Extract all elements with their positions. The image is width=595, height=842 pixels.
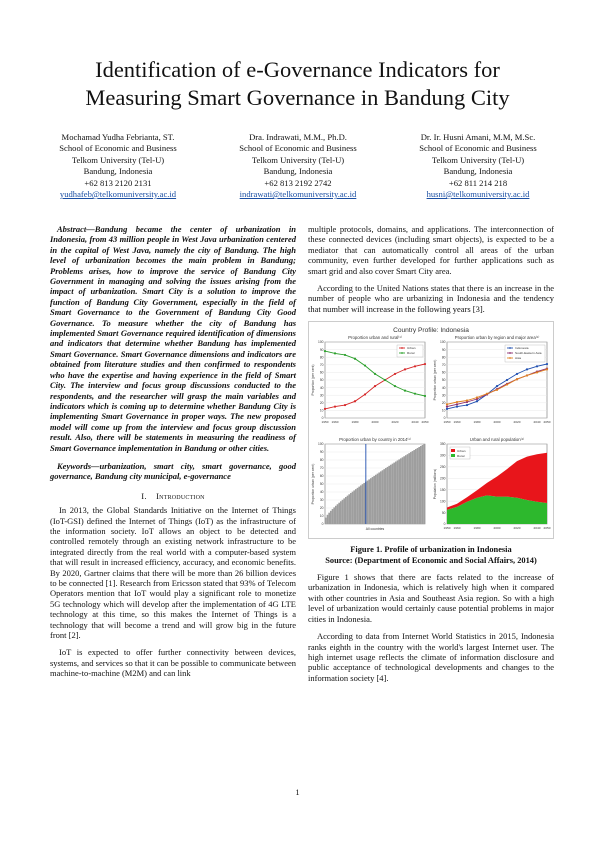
x-tick-label: 2000 bbox=[371, 420, 379, 425]
x-tick-label: 2020 bbox=[391, 420, 399, 425]
x-tick-label: 2050 bbox=[421, 420, 429, 425]
y-tick-label: 200 bbox=[439, 476, 446, 481]
data-point bbox=[414, 393, 416, 395]
x-tick-label: 2020 bbox=[513, 526, 521, 531]
legend-entry: Asia bbox=[515, 356, 522, 361]
y-tick-label: 80 bbox=[319, 458, 324, 463]
country-bar bbox=[342, 500, 344, 524]
country-bar bbox=[345, 497, 347, 524]
y-tick-label: 90 bbox=[441, 348, 446, 353]
country-bar bbox=[368, 480, 370, 525]
country-bar bbox=[385, 468, 387, 524]
y-tick-label: 60 bbox=[441, 370, 446, 375]
data-point bbox=[334, 353, 336, 355]
y-tick-label: 10 bbox=[441, 408, 446, 413]
data-point bbox=[536, 365, 538, 367]
author-univ: Telkom University (Tel-U) bbox=[251, 154, 345, 165]
country-bar bbox=[395, 462, 397, 524]
data-point bbox=[476, 400, 478, 402]
data-point bbox=[446, 403, 448, 405]
country-bar bbox=[373, 476, 375, 524]
y-tick-label: 20 bbox=[319, 506, 324, 511]
chart-title: Urban and rural population⁽¹⁾ bbox=[469, 437, 525, 443]
title-line-2: Measuring Smart Governance in Bandung City bbox=[85, 85, 510, 110]
country-bar bbox=[400, 459, 402, 525]
legend-entry: Rural bbox=[407, 351, 415, 356]
data-point bbox=[496, 389, 498, 391]
legend-entry: Urban bbox=[457, 449, 466, 454]
country-bar bbox=[353, 491, 355, 525]
left-column bbox=[50, 224, 296, 686]
y-axis-label: Proportion (per cent) bbox=[311, 364, 315, 396]
author-1 bbox=[28, 132, 208, 200]
country-bar bbox=[388, 466, 390, 524]
data-point bbox=[364, 394, 366, 396]
data-point bbox=[476, 397, 478, 399]
country-bar bbox=[382, 470, 384, 524]
x-tick-label: 1950 bbox=[321, 420, 329, 425]
title-line-1: Identification of e-Governance Indicators for bbox=[95, 57, 500, 82]
paragraph: multiple protocols, domains, and applications. The interconnection of these connected devices (including smart objects), is expected to be a mediator that can automatically control all areas of the urban community, even further developed for further applications such as smart grid and also cover Smart City area. bbox=[308, 224, 554, 276]
data-point bbox=[364, 365, 366, 367]
abstract: Abstract—Bandung became the center of urbanization in Indonesia, from 43 million people in West Java urbanization centered in the capital of West Java, namely the city of Bandung. The high level of urbanization becomes the main problem in Bandung; Problems arises, how to improve the service of Bandung City Government in managing and solving the issues arising from the impact of urbanization. Smart City is a solution to improve the function of Bandung City Government, especially in the field of Smart Governance to the Government of Bandung City Good Governance. To measure whether the city of Bandung has implemented Smart Governance required identification of dimensions and indicators that determine whether Bandung has implemented Smart Governance. Smart Governance dimensions and indicators are obtained from literature studies and then confirmed to respondents who have the expertise and having experience in the field of Smart City. The interview and focus group discussions conducted to the respondents, and the researcher will grasp the main variables and indicators which is coming up to determine whether Bandung City is implementing Smart Governance in proper ways. The new proposed model will come up from the interview and focus group discussion result. Also, there will be statements in measuring the readiness of Smart Governance implementation in Bandung or other cities. bbox=[50, 224, 296, 453]
y-tick-label: 40 bbox=[441, 386, 446, 391]
author-name: Dr. Ir. Husni Amani, M.M, M.Sc. bbox=[420, 132, 536, 142]
country-bar bbox=[415, 449, 417, 524]
section-title: Introduction bbox=[156, 490, 205, 501]
author-3 bbox=[388, 132, 568, 200]
data-point bbox=[374, 373, 376, 375]
y-axis-label: Population (millions) bbox=[433, 468, 437, 500]
data-point bbox=[404, 390, 406, 392]
y-tick-label: 10 bbox=[319, 514, 324, 519]
x-tick-label: 1960 bbox=[453, 420, 461, 425]
country-bar bbox=[407, 454, 409, 524]
author-univ: Telkom University (Tel-U) bbox=[431, 154, 525, 165]
country-bar bbox=[327, 515, 329, 524]
data-point bbox=[456, 401, 458, 403]
data-point bbox=[424, 363, 426, 365]
country-bar bbox=[398, 460, 400, 525]
data-point bbox=[446, 406, 448, 408]
data-point bbox=[526, 369, 528, 371]
y-tick-label: 0 bbox=[443, 522, 446, 527]
figure-chart-grid bbox=[309, 322, 553, 538]
data-point bbox=[344, 354, 346, 356]
y-tick-label: 10 bbox=[319, 408, 324, 413]
data-point bbox=[496, 385, 498, 387]
country-bar bbox=[352, 492, 354, 524]
country-bar bbox=[413, 450, 415, 524]
y-tick-label: 70 bbox=[319, 363, 324, 368]
y-tick-label: 50 bbox=[319, 482, 324, 487]
caption-line-1: Figure 1. Profile of urbanization in Indonesia bbox=[350, 545, 512, 555]
data-point bbox=[466, 400, 468, 402]
country-bar bbox=[338, 503, 340, 524]
y-tick-label: 60 bbox=[319, 370, 324, 375]
caption-line-2: Source: (Department of Economic and Social Affairs, 2014) bbox=[325, 555, 537, 565]
data-point bbox=[536, 372, 538, 374]
y-tick-label: 300 bbox=[439, 453, 446, 458]
data-point bbox=[404, 369, 406, 371]
country-bar bbox=[397, 461, 399, 525]
country-bar bbox=[380, 472, 382, 525]
country-bar bbox=[328, 513, 330, 524]
country-bar bbox=[358, 487, 360, 524]
y-tick-label: 50 bbox=[441, 378, 446, 383]
country-bar bbox=[387, 467, 389, 524]
country-bar bbox=[383, 469, 385, 524]
data-point bbox=[334, 406, 336, 408]
country-bar bbox=[392, 464, 394, 524]
y-tick-label: 100 bbox=[317, 340, 324, 345]
country-bar bbox=[412, 451, 414, 524]
paragraph: In 2013, the Global Standards Initiative on the Internet of Things (IoT-GSI) defined the Internet of Things (IoT) as the infrastructure of the information society. IoT allows an object to be detected and controlled remotely through an existing network infrastructure to be integrated directly from the real world with a computer-based system that will result in increased efficiency, accuracy, and economic benefits. By 2020, Gartner claims that there will be more than 26 billion devices to be connected [1]. Research from Ericsson stated that 93% of Telecom Operators mention that IoT would play a significant role to monetize 5G technology which will develop after the implementation of 4G LTE technology at this time, so this makes the Internet of Things is a technology that will become a trend and will grow big in the future front [2]. bbox=[50, 505, 296, 641]
page-number: 1 bbox=[295, 787, 300, 797]
y-tick-label: 40 bbox=[319, 386, 324, 391]
y-axis-label: Proportion urban (per cent) bbox=[433, 359, 437, 401]
data-point bbox=[384, 379, 386, 381]
data-point bbox=[324, 408, 326, 410]
author-name: Dra. Indrawati, M.M., Ph.D. bbox=[249, 132, 347, 142]
country-bar bbox=[408, 453, 410, 524]
country-bar bbox=[377, 474, 379, 524]
author-city: Bandung, Indonesia bbox=[443, 166, 513, 177]
paper-title bbox=[0, 56, 595, 112]
country-bar bbox=[417, 448, 419, 524]
y-tick-label: 40 bbox=[319, 490, 324, 495]
country-bar bbox=[370, 478, 372, 524]
legend-marker bbox=[509, 357, 511, 359]
data-point bbox=[526, 375, 528, 377]
country-bar bbox=[418, 447, 420, 524]
country-bar bbox=[337, 504, 339, 524]
data-point bbox=[324, 350, 326, 352]
author-dept: School of Economic and Business bbox=[239, 143, 357, 154]
paragraph: Figure 1 shows that there are facts related to the increase of urbanization in Indonesia, which is relatively high when it compared with other countries in Asia and Southeast Asia region. So with a high level of urbanization would certainly cause potential problems in major cities in Indonesia. bbox=[308, 572, 554, 624]
x-axis-label: All countries bbox=[365, 527, 385, 532]
x-tick-label: 2040 bbox=[533, 420, 541, 425]
section-heading bbox=[50, 491, 296, 501]
data-point bbox=[394, 385, 396, 387]
author-email-link[interactable]: yudhafeb@telkomuniversity.ac.id bbox=[59, 189, 177, 200]
data-point bbox=[414, 365, 416, 367]
data-point bbox=[516, 378, 518, 380]
y-tick-label: 30 bbox=[319, 498, 324, 503]
y-tick-label: 60 bbox=[319, 474, 324, 479]
y-axis-label: Proportion urban (per cent) bbox=[311, 463, 315, 505]
y-tick-label: 100 bbox=[439, 340, 446, 345]
country-bar bbox=[343, 499, 345, 525]
y-tick-label: 90 bbox=[319, 348, 324, 353]
y-tick-label: 150 bbox=[439, 488, 446, 493]
country-bar bbox=[332, 509, 334, 524]
country-bar bbox=[360, 486, 362, 525]
country-bar bbox=[355, 489, 357, 524]
legend-marker bbox=[509, 347, 511, 349]
country-bar bbox=[410, 452, 412, 524]
data-point bbox=[546, 369, 548, 371]
country-bar bbox=[372, 477, 374, 524]
country-bar bbox=[362, 484, 364, 524]
author-phone: +62 811 214 218 bbox=[448, 177, 508, 188]
legend-swatch bbox=[451, 449, 455, 452]
data-point bbox=[446, 408, 448, 410]
data-point bbox=[456, 403, 458, 405]
legend-marker bbox=[401, 347, 403, 349]
country-bar bbox=[335, 506, 337, 524]
data-point bbox=[456, 406, 458, 408]
y-tick-label: 0 bbox=[321, 522, 324, 527]
chart-title: Proportion urban and rural⁽¹⁾ bbox=[348, 335, 402, 341]
y-tick-label: 80 bbox=[319, 355, 324, 360]
x-tick-label: 2040 bbox=[411, 420, 419, 425]
country-bar bbox=[390, 465, 392, 524]
legend-marker bbox=[509, 352, 511, 354]
author-univ: Telkom University (Tel-U) bbox=[71, 154, 165, 165]
data-point bbox=[506, 384, 508, 386]
y-tick-label: 30 bbox=[319, 393, 324, 398]
right-column bbox=[308, 224, 554, 690]
author-phone: +62 813 2120 2131 bbox=[84, 177, 152, 188]
country-bar bbox=[347, 496, 349, 524]
country-bar bbox=[403, 456, 405, 524]
chart-title: Proportion urban by region and major area⁽¹⁾ bbox=[454, 335, 540, 341]
country-bar bbox=[367, 481, 369, 524]
country-bar bbox=[375, 475, 377, 524]
x-tick-label: 1950 bbox=[443, 420, 451, 425]
data-point bbox=[344, 404, 346, 406]
country-bar bbox=[378, 473, 380, 525]
legend-marker bbox=[401, 352, 403, 354]
paragraph: According to data from Internet World Statistics in 2015, Indonesia ranks eighth in the country with the world's largest Internet user. The high internet usage reflects the climate of information disclosure and public acceptance of technological developments and changes to the information society [4]. bbox=[308, 631, 554, 683]
y-tick-label: 20 bbox=[319, 401, 324, 406]
country-bar bbox=[348, 495, 350, 525]
chart-title: Proportion urban by country in 2014⁽¹⁾ bbox=[339, 437, 411, 443]
paragraph: According to the United Nations states that there is an increase in the number of people who are urbanizing in Indonesia and the tendency that number will increase in the following years [3]. bbox=[308, 283, 554, 314]
author-city: Bandung, Indonesia bbox=[263, 166, 333, 177]
y-tick-label: 70 bbox=[319, 466, 324, 471]
y-tick-label: 70 bbox=[441, 363, 446, 368]
legend-entry: Urban bbox=[407, 346, 416, 351]
x-tick-label: 2020 bbox=[513, 420, 521, 425]
x-tick-label: 2000 bbox=[493, 526, 501, 531]
y-tick-label: 250 bbox=[439, 465, 446, 470]
country-bar bbox=[340, 501, 342, 524]
author-city: Bandung, Indonesia bbox=[83, 166, 153, 177]
data-point bbox=[424, 395, 426, 397]
y-tick-label: 20 bbox=[441, 401, 446, 406]
author-2 bbox=[208, 132, 388, 200]
country-bar bbox=[405, 455, 407, 524]
author-dept: School of Economic and Business bbox=[419, 143, 537, 154]
country-bar bbox=[363, 483, 365, 524]
y-tick-label: 0 bbox=[443, 416, 446, 421]
data-point bbox=[516, 373, 518, 375]
author-email-link[interactable]: indrawati@telkomuniversity.ac.id bbox=[239, 189, 357, 200]
country-bar bbox=[402, 458, 404, 525]
y-tick-label: 100 bbox=[317, 442, 324, 447]
x-tick-label: 1950 bbox=[443, 526, 451, 531]
y-tick-label: 90 bbox=[319, 450, 324, 455]
data-point bbox=[546, 363, 548, 365]
y-tick-label: 350 bbox=[439, 442, 446, 447]
legend-entry: South-Eastern Asia bbox=[515, 351, 542, 356]
country-bar bbox=[393, 463, 395, 524]
y-tick-label: 80 bbox=[441, 355, 446, 360]
data-point bbox=[486, 393, 488, 395]
paragraph: IoT is expected to offer further connectivity between devices, systems, and services so that it can be possible to communicate between machine-to-machine (M2M) and can link bbox=[50, 647, 296, 679]
author-dept: School of Economic and Business bbox=[59, 143, 177, 154]
data-point bbox=[354, 358, 356, 360]
x-tick-label: 1960 bbox=[331, 420, 339, 425]
legend-entry: Indonesia bbox=[515, 346, 529, 351]
figure-country-profile bbox=[308, 321, 554, 539]
country-bar bbox=[325, 518, 327, 524]
y-tick-label: 50 bbox=[441, 511, 446, 516]
author-name: Mochamad Yudha Febrianta, ST. bbox=[61, 132, 175, 142]
x-tick-label: 1980 bbox=[351, 420, 359, 425]
section-number: I. bbox=[141, 490, 147, 501]
country-bar bbox=[423, 444, 425, 524]
figure-main-title: Country Profile: Indonesia bbox=[393, 327, 469, 335]
x-tick-label: 1960 bbox=[453, 526, 461, 531]
keywords: Keywords—urbanization, smart city, smart governance, good governance, Bandung city municipal, e-governance bbox=[50, 460, 296, 482]
data-point bbox=[394, 373, 396, 375]
x-tick-label: 2050 bbox=[543, 420, 551, 425]
data-point bbox=[466, 404, 468, 406]
x-tick-label: 2040 bbox=[533, 526, 541, 531]
figure-caption bbox=[308, 545, 554, 566]
y-tick-label: 0 bbox=[321, 416, 324, 421]
country-bar bbox=[350, 493, 352, 524]
country-bar bbox=[420, 446, 422, 524]
country-bar bbox=[357, 488, 359, 524]
data-point bbox=[354, 400, 356, 402]
country-bar bbox=[333, 508, 335, 525]
author-email-link[interactable]: husni@telkomuniversity.ac.id bbox=[426, 189, 530, 200]
author-phone: +62 813 2192 2742 bbox=[264, 177, 332, 188]
legend-swatch bbox=[451, 454, 455, 457]
x-tick-label: 2050 bbox=[543, 526, 551, 531]
country-bar bbox=[330, 511, 332, 524]
data-point bbox=[506, 379, 508, 381]
author-block bbox=[28, 132, 568, 200]
x-tick-label: 2000 bbox=[493, 420, 501, 425]
x-tick-label: 1980 bbox=[473, 526, 481, 531]
y-tick-label: 30 bbox=[441, 393, 446, 398]
y-tick-label: 100 bbox=[439, 499, 446, 504]
data-point bbox=[374, 385, 376, 387]
y-tick-label: 50 bbox=[319, 378, 324, 383]
x-tick-label: 1980 bbox=[473, 420, 481, 425]
country-bar bbox=[422, 445, 424, 524]
legend-entry: Rural bbox=[457, 454, 465, 459]
